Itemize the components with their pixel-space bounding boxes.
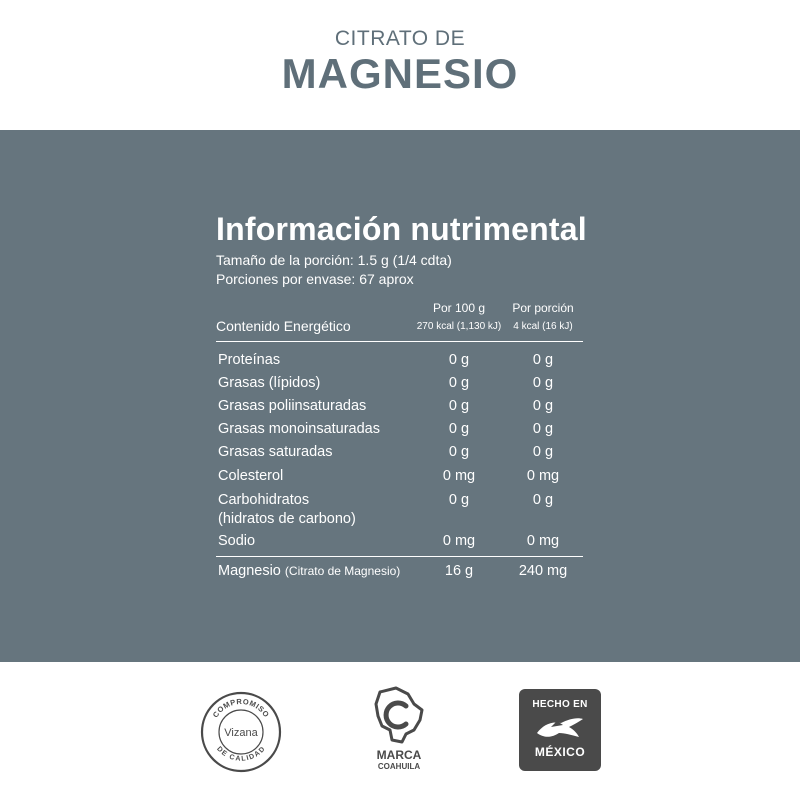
row-label: Grasas poliinsaturadas <box>218 398 367 414</box>
seal-icon <box>200 691 282 773</box>
row-label: Grasas monoinsaturadas <box>218 421 380 437</box>
hecho-en-mexico-badge <box>519 689 601 771</box>
row-label: Sodio <box>218 533 256 549</box>
row-value-per-portion: 0 g <box>532 492 554 508</box>
energy-per-portion: 4 kcal (16 kJ) <box>513 321 573 332</box>
row-value-per-portion: 0 g <box>532 375 554 391</box>
seal-brand-text: Vizana <box>224 727 258 739</box>
row-label: Grasas (lípidos) <box>218 375 321 391</box>
magnesio-row-label <box>218 562 400 581</box>
compromiso-calidad-seal <box>200 691 282 773</box>
row-value-per-portion: 0 g <box>532 352 554 368</box>
row-value-per-portion: 0 g <box>532 398 554 414</box>
nutrition-panel <box>0 130 800 662</box>
energy-per-100g: 270 kcal (1,130 kJ) <box>416 321 502 332</box>
row-value-per-100g: 0 mg <box>442 468 476 484</box>
header <box>0 0 800 130</box>
eagle-icon <box>533 713 587 741</box>
energy-label: Contenido Energético <box>216 318 351 334</box>
magnesio-label-note: (Citrato de Magnesio) <box>284 564 401 578</box>
portions-per-container: Porciones por envase: 67 aprox <box>216 271 414 287</box>
seal-bottom-text: DE CALIDAD <box>215 745 267 763</box>
magnesio-per-portion: 240 mg <box>518 563 568 579</box>
nutrition-title: Información nutrimental <box>216 211 587 247</box>
coahuila-label-bottom: COAHUILA <box>377 762 421 771</box>
row-value-per-100g: 0 g <box>448 375 470 391</box>
row-label: Colesterol <box>218 468 284 484</box>
row-value-per-100g: 0 mg <box>442 533 476 549</box>
row-value-per-portion: 0 g <box>532 421 554 437</box>
row-value-per-100g: 0 g <box>448 492 470 508</box>
coahuila-map-icon <box>366 686 432 746</box>
row-label-secondary: (hidratos de carbono) <box>218 511 356 527</box>
row-label: Grasas saturadas <box>218 444 333 460</box>
product-subtitle: CITRATO DE <box>334 27 466 50</box>
row-label: Carbohidratos <box>218 492 310 508</box>
table-divider-magnesio <box>216 556 583 557</box>
marca-coahuila-logo <box>366 686 432 776</box>
row-value-per-100g: 0 g <box>448 421 470 437</box>
magnesio-per-100g: 16 g <box>444 563 474 579</box>
product-title: MAGNESIO <box>281 50 519 97</box>
row-value-per-100g: 0 g <box>448 352 470 368</box>
mexico-badge-bottom-text: MÉXICO <box>534 745 586 759</box>
row-label: Proteínas <box>218 352 281 368</box>
coahuila-label-top: MARCA <box>376 748 422 762</box>
row-value-per-portion: 0 mg <box>526 533 560 549</box>
column-header-per-portion: Por porción <box>512 301 574 315</box>
seal-top-text: COMPROMISO <box>210 696 272 720</box>
column-header-per-100g: Por 100 g <box>432 301 486 315</box>
footer <box>0 662 800 800</box>
serving-size: Tamaño de la porción: 1.5 g (1/4 cdta) <box>216 252 452 268</box>
magnesio-label: Magnesio <box>218 563 281 579</box>
row-value-per-portion: 0 mg <box>526 468 560 484</box>
table-divider-top <box>216 341 583 342</box>
row-value-per-100g: 0 g <box>448 444 470 460</box>
row-value-per-100g: 0 g <box>448 398 470 414</box>
row-value-per-portion: 0 g <box>532 444 554 460</box>
mexico-badge-top-text: HECHO EN <box>532 699 588 710</box>
